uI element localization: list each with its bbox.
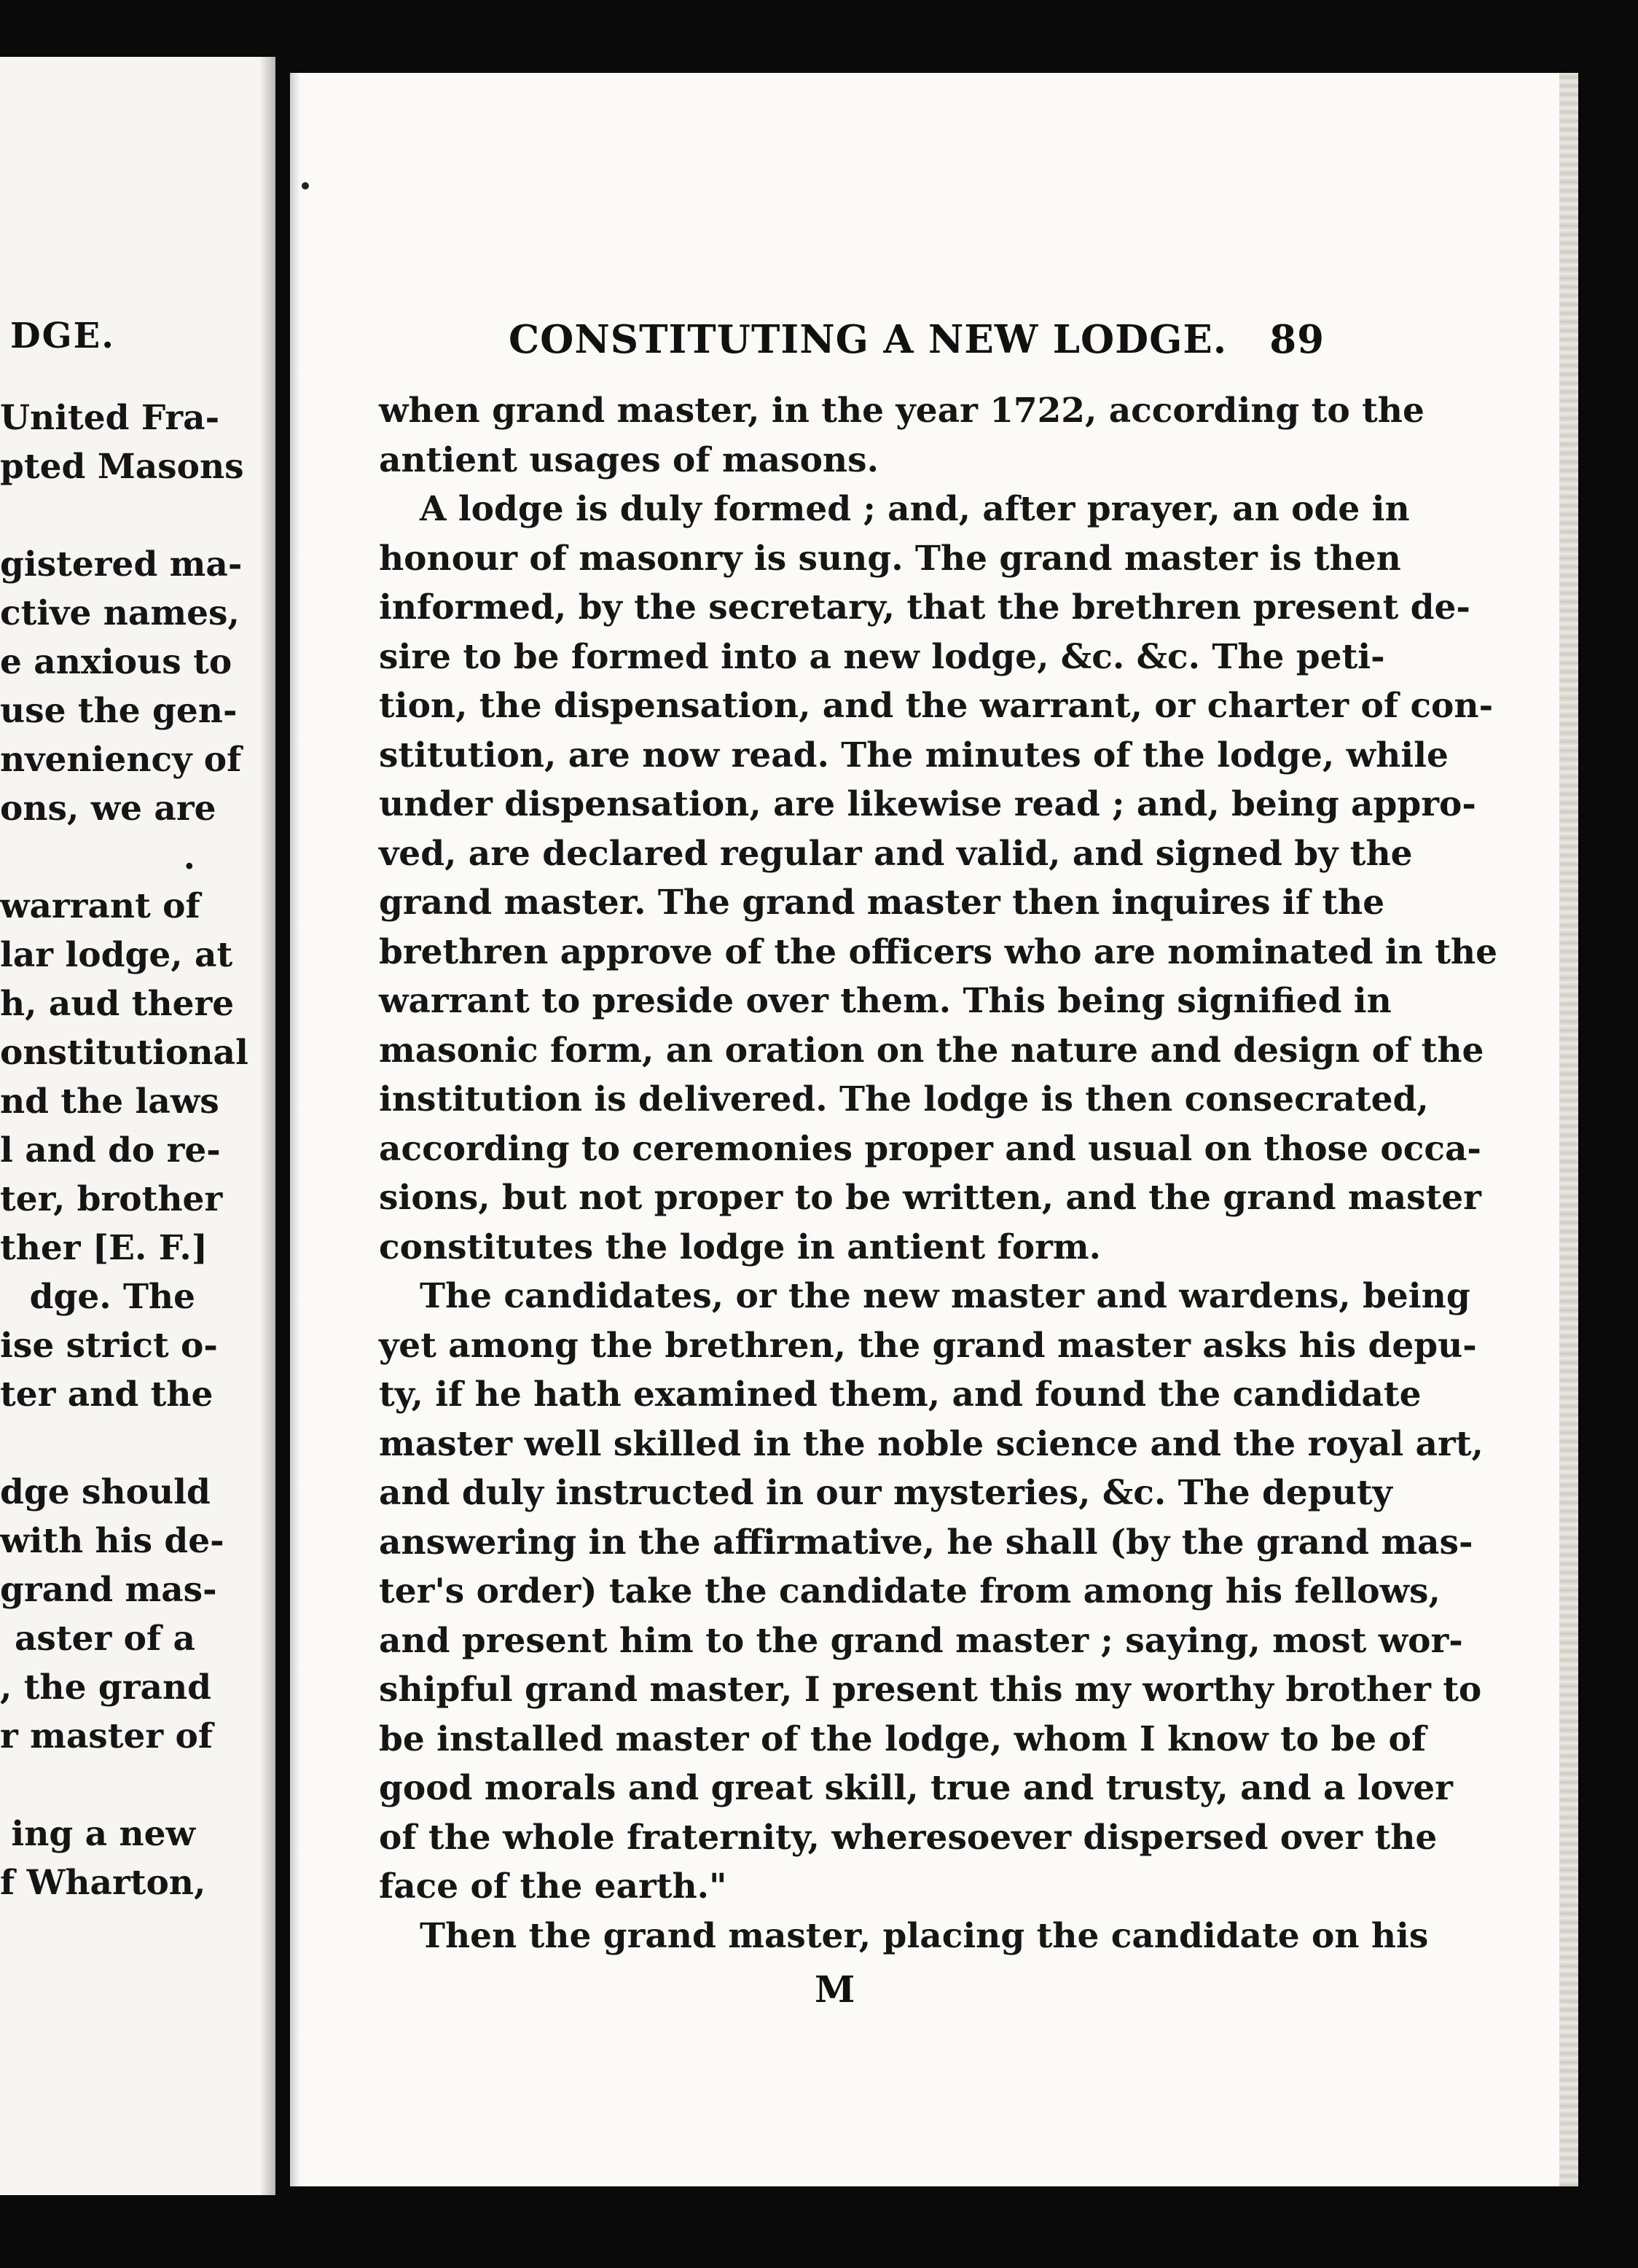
page-number: 89	[1269, 317, 1325, 362]
text-line: informed, by the secretary, that the brethren present de-	[379, 587, 1470, 627]
text-line: shipful grand master, I present this my worthy brother to	[379, 1670, 1482, 1710]
left-text-line: ctive names,	[0, 593, 240, 633]
left-text-line: ter, brother	[0, 1179, 223, 1219]
left-text-line: .	[183, 837, 195, 877]
text-line: and present him to the grand master ; saying, most wor-	[379, 1620, 1463, 1661]
text-line: honour of masonry is sung. The grand master is then	[379, 538, 1401, 579]
text-line: grand master. The grand master then inquires if the	[379, 883, 1385, 923]
text-line: sions, but not proper to be written, and the grand master	[379, 1178, 1481, 1218]
left-text-line: grand mas-	[0, 1570, 217, 1610]
left-text-line: dge. The	[29, 1277, 195, 1317]
text-line: A lodge is duly formed ; and, after prayer, an ode in	[420, 489, 1410, 529]
text-line: yet among the brethren, the grand master asks his depu-	[379, 1325, 1477, 1366]
text-line: ved, are declared regular and valid, and signed by the	[379, 833, 1413, 874]
text-line: brethren approve of the officers who are nominated in the	[379, 931, 1498, 972]
left-text-line: f Wharton,	[0, 1863, 206, 1903]
right-page-content	[290, 73, 1578, 2186]
text-line: according to ceremonies proper and usual on those occa-	[379, 1128, 1481, 1169]
left-text-line	[0, 491, 195, 540]
left-text-line: ise strict o-	[0, 1326, 218, 1366]
left-text-line: United Fra-	[0, 398, 220, 438]
text-line: institution is delivered. The lodge is then consecrated,	[379, 1079, 1429, 1119]
left-text-line: ter and the	[0, 1375, 213, 1415]
left-page-text	[0, 394, 248, 1907]
left-text-line: gistered ma-	[0, 544, 243, 584]
left-facing-page	[0, 57, 275, 2195]
left-text-line: onstitutional	[0, 1033, 248, 1073]
text-line: under dispensation, are likewise read ; and, being appro-	[379, 784, 1476, 824]
text-line: warrant to preside over them. This being signified in	[379, 981, 1392, 1021]
running-head	[509, 317, 1325, 362]
left-text-line: warrant of	[0, 886, 200, 926]
left-text-line: dge should	[0, 1472, 211, 1512]
text-line: and duly instructed in our mysteries, &c. The deputy	[379, 1473, 1392, 1513]
text-line: ter's order) take the candidate from among his fellows,	[379, 1571, 1441, 1611]
left-text-line	[0, 1761, 195, 1810]
text-line: constitutes the lodge in antient form.	[379, 1227, 1101, 1267]
text-line: be installed master of the lodge, whom I know to be of	[379, 1718, 1427, 1759]
text-line: when grand master, in the year 1722, according to the	[379, 391, 1425, 431]
left-text-line: use the gen-	[0, 691, 238, 731]
text-line: The candidates, or the new master and wardens, being	[420, 1276, 1470, 1316]
gutter-shadow	[259, 57, 275, 2195]
left-text-line: l and do re-	[0, 1130, 221, 1170]
left-text-line: pted Masons	[0, 447, 244, 487]
text-line: answering in the affirmative, he shall (by the grand mas-	[379, 1522, 1473, 1563]
text-line: sire to be formed into a new lodge, &c. &c. The peti-	[379, 636, 1385, 677]
left-text-line: r master of	[0, 1716, 213, 1756]
text-line: good morals and great skill, true and trusty, and a lover	[379, 1768, 1453, 1808]
left-text-line: with his de-	[0, 1521, 224, 1561]
left-text-line	[0, 1419, 195, 1468]
left-text-line: ther [E. F.]	[0, 1228, 208, 1268]
text-line: tion, the dispensation, and the warrant, or charter of con-	[379, 686, 1494, 726]
left-text-line: e anxious to	[0, 642, 232, 682]
text-line: ty, if he hath examined them, and found the candidate	[379, 1375, 1422, 1415]
text-line: of the whole fraternity, wheresoever dispersed over the	[379, 1817, 1438, 1858]
text-line: face of the earth."	[379, 1866, 727, 1907]
signature-mark: M	[815, 1968, 855, 2011]
left-text-line: nveniency of	[0, 740, 242, 780]
body-text	[379, 386, 1498, 1960]
running-title: CONSTITUTING A NEW LODGE.	[509, 317, 1228, 362]
text-line: stitution, are now read. The minutes of the lodge, while	[379, 735, 1449, 775]
left-text-line: h, aud there	[0, 984, 235, 1024]
left-text-line: nd the laws	[0, 1082, 219, 1122]
text-line: antient usages of masons.	[379, 439, 879, 480]
text-line: Then the grand master, placing the candidate on his	[420, 1915, 1429, 1956]
text-line: masonic form, an oration on the nature and design of the	[379, 1030, 1484, 1071]
left-text-line: ing a new	[11, 1814, 195, 1854]
left-text-line: ons, we are	[0, 789, 216, 829]
text-line: master well skilled in the noble science and the royal art,	[379, 1423, 1484, 1464]
left-text-line: aster of a	[14, 1619, 195, 1659]
left-running-head: DGE.	[10, 316, 115, 356]
left-text-line: lar lodge, at	[0, 935, 233, 975]
left-text-line: , the grand	[0, 1667, 211, 1708]
